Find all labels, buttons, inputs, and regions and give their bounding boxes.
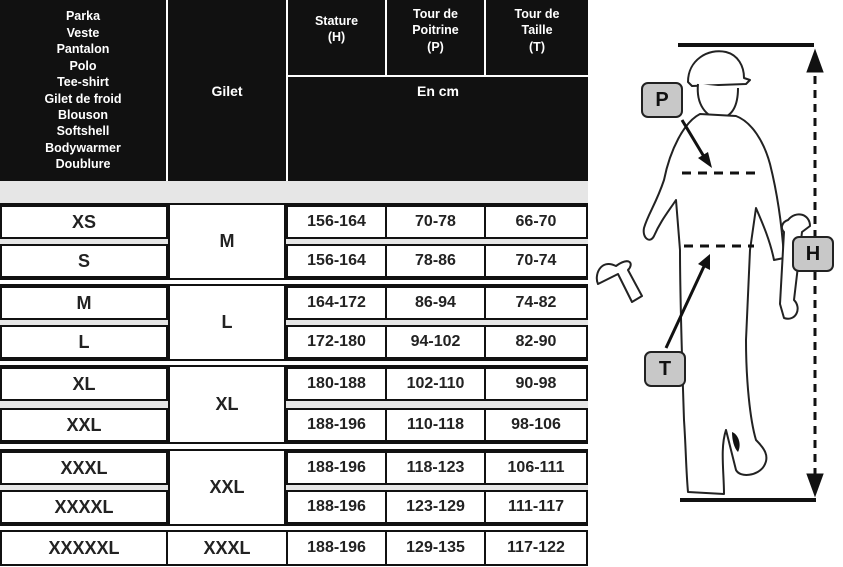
taille-code: (T): [529, 39, 545, 54]
header-unit-cell: [288, 77, 588, 181]
table-row: [0, 367, 588, 401]
taille-header-line: Taille: [521, 23, 553, 38]
poitrine-cell: 123-129: [385, 490, 486, 524]
taille-cell: 111-117: [484, 490, 588, 524]
gilet-cell: XXL: [168, 451, 286, 524]
garment-label: Parka: [65, 9, 101, 24]
size-cell: M: [0, 286, 168, 320]
stature-cell: 164-172: [286, 286, 387, 320]
gilet-cell: L: [168, 286, 286, 359]
taille-cell: 98-106: [484, 408, 588, 442]
taille-cell: 74-82: [484, 286, 588, 320]
header-gilet-cell: [168, 0, 286, 181]
size-cell: XXXXXL: [0, 530, 168, 566]
height-badge: H: [792, 236, 834, 272]
gilet-cell: XXXL: [166, 530, 288, 566]
garment-label: Pantalon: [56, 42, 110, 57]
table-row: [0, 408, 588, 442]
header-garments-cell: [0, 0, 166, 181]
table-row: [0, 325, 588, 359]
garment-list: [44, 8, 121, 172]
poitrine-cell: 70-78: [385, 205, 486, 239]
header-poitrine-cell: [387, 0, 484, 75]
garment-label: Softshell: [56, 124, 110, 139]
poitrine-cell: 94-102: [385, 325, 486, 359]
stature-cell: 188-196: [286, 490, 387, 524]
table-row: [0, 244, 588, 278]
size-cell: XXXXL: [0, 490, 168, 524]
size-cell: XXL: [0, 408, 168, 442]
table-row: [0, 490, 588, 524]
table-row: [0, 205, 588, 239]
stature-cell: 188-196: [286, 530, 387, 566]
header-gap: [0, 181, 588, 203]
table-row: [0, 451, 588, 485]
size-cell: XL: [0, 367, 168, 401]
size-cell: XXXL: [0, 451, 168, 485]
size-cell: S: [0, 244, 168, 278]
size-group: [0, 203, 588, 280]
gilet-header: Gilet: [211, 82, 243, 99]
poitrine-cell: 118-123: [385, 451, 486, 485]
table-row: [0, 530, 588, 566]
taille-header-line: Tour de: [514, 7, 560, 21]
stature-cell: 180-188: [286, 367, 387, 401]
taille-cell: 66-70: [484, 205, 588, 239]
poitrine-header-line: Poitrine: [412, 23, 459, 38]
garment-label: Polo: [69, 58, 97, 73]
poitrine-cell: 86-94: [385, 286, 486, 320]
table-row: [0, 286, 588, 320]
poitrine-code: (P): [427, 39, 444, 54]
poitrine-cell: 102-110: [385, 367, 486, 401]
size-group: [0, 365, 588, 444]
poitrine-header-line: Tour de: [413, 7, 458, 21]
garment-label: Doublure: [55, 157, 111, 172]
size-cell: XS: [0, 205, 168, 239]
stature-cell: 156-164: [286, 244, 387, 278]
taille-cell: 70-74: [484, 244, 588, 278]
taille-cell: 106-111: [484, 451, 588, 485]
chest-badge: P: [641, 82, 683, 118]
stature-code: (H): [327, 30, 346, 45]
stature-cell: 188-196: [286, 408, 387, 442]
garment-label: Tee-shirt: [57, 75, 109, 90]
stature-cell: 172-180: [286, 325, 387, 359]
taille-cell: 90-98: [484, 367, 588, 401]
gilet-cell: M: [168, 205, 286, 278]
header-taille-cell: [486, 0, 588, 75]
waist-badge: T: [644, 351, 686, 387]
poitrine-cell: 78-86: [385, 244, 486, 278]
garment-label: Gilet de froid: [44, 91, 122, 106]
size-cell: L: [0, 325, 168, 359]
garment-label: Blouson: [58, 107, 108, 122]
measurement-figure: [588, 0, 843, 567]
size-group: [0, 284, 588, 361]
size-group: [0, 530, 588, 566]
size-group: [0, 449, 588, 526]
unit-label: En cm: [416, 83, 459, 99]
stature-header: Stature: [314, 14, 359, 28]
garment-label: Veste: [66, 25, 100, 40]
taille-cell: 117-122: [484, 530, 588, 566]
stature-cell: 188-196: [286, 451, 387, 485]
poitrine-cell: 110-118: [385, 408, 486, 442]
poitrine-cell: 129-135: [385, 530, 486, 566]
taille-cell: 82-90: [484, 325, 588, 359]
gilet-cell: XL: [168, 367, 286, 442]
header-stature-cell: [288, 0, 385, 75]
worker-silhouette: [597, 51, 810, 494]
garment-label: Bodywarmer: [45, 140, 121, 155]
stature-cell: 156-164: [286, 205, 387, 239]
